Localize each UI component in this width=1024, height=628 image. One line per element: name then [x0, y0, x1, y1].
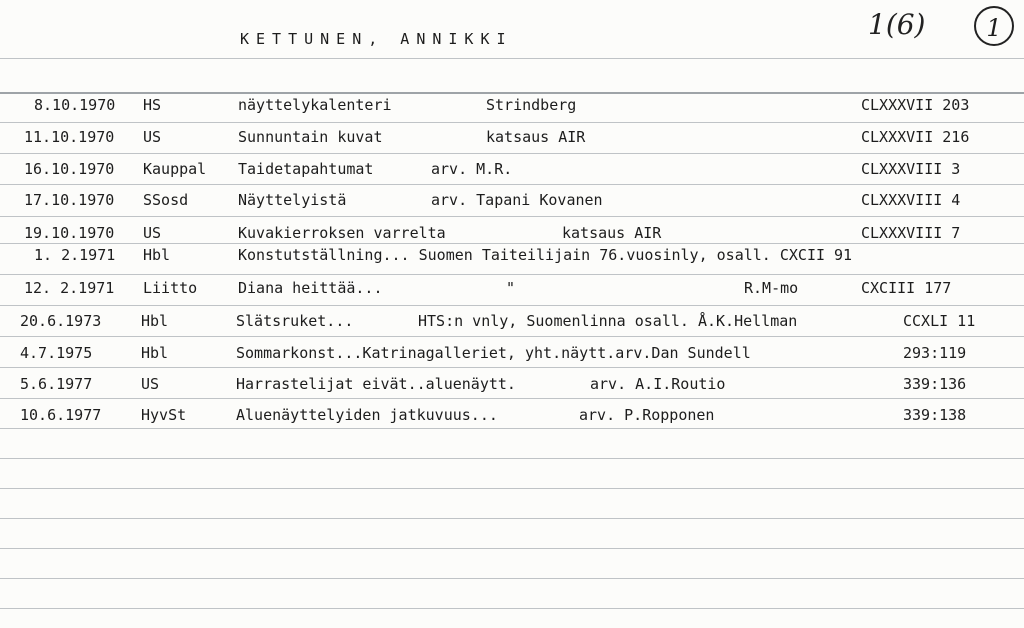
entry-source: Liitto [143, 279, 198, 297]
ruled-line [0, 458, 1024, 459]
entry-title: Slätsruket... [236, 312, 354, 330]
page-number-mark: 1(6) [868, 8, 926, 41]
entry-date: 16.10.1970 [24, 160, 115, 178]
entry-source: HyvSt [141, 406, 187, 424]
entry-date: 17.10.1970 [24, 191, 115, 209]
entry-ref: 293:119 [903, 344, 967, 362]
entry-row [0, 279, 1024, 309]
entry-ref: CLXXXVIII 4 [861, 191, 961, 209]
entry-note: arv. Tapani Kovanen [431, 191, 603, 209]
entry-title: Konstutställning... Suomen Taiteilijain 76.vuosinly, osall. CXCII 91 [238, 246, 853, 264]
entry-date: 1. 2.1971 [34, 246, 116, 264]
entry-row [0, 160, 1024, 190]
entry-ref: CLXXXVIII 3 [861, 160, 961, 178]
ruled-line [0, 58, 1024, 59]
entry-source: Hbl [141, 344, 169, 362]
ruled-line [0, 548, 1024, 549]
ruled-line [0, 488, 1024, 489]
entry-date: 8.10.1970 [34, 96, 116, 114]
entry-title: Aluenäyttelyiden jatkuvuus... [236, 406, 498, 424]
ruled-line [0, 608, 1024, 609]
entry-note: katsaus AIR [562, 224, 662, 242]
entry-title: Sommarkonst...Katrinagalleriet, yht.näytt.arv.Dan Sundell [236, 344, 751, 362]
ruled-line [0, 92, 1024, 94]
entry-note: " [506, 279, 516, 297]
entry-title: Kuvakierroksen varrelta [238, 224, 446, 242]
entry-source: SSosd [143, 191, 189, 209]
entry-ref: 339:138 [903, 406, 967, 424]
entry-source: Hbl [141, 312, 169, 330]
entry-ref: CLXXXVII 216 [861, 128, 970, 146]
entry-row [0, 312, 1024, 342]
entry-date: 12. 2.1971 [24, 279, 115, 297]
entry-note: arv. A.I.Routio [590, 375, 726, 393]
entry-row [0, 246, 1024, 276]
entry-source: US [143, 224, 162, 242]
entry-ref: CLXXXVIII 7 [861, 224, 961, 242]
entry-source: Kauppal [143, 160, 207, 178]
entry-title: Näyttelyistä [238, 191, 347, 209]
entry-title: Taidetapahtumat [238, 160, 374, 178]
entry-title: Sunnuntain kuvat [238, 128, 383, 146]
entry-date: 20.6.1973 [20, 312, 102, 330]
entry-title: Diana heittää... [238, 279, 383, 297]
entry-source: HS [143, 96, 162, 114]
entry-extra: R.M-mo [744, 279, 799, 297]
entry-note: HTS:n vnly, Suomenlinna osall. Å.K.Hellman [418, 312, 798, 330]
entry-note: katsaus AIR [486, 128, 586, 146]
entry-source: Hbl [143, 246, 171, 264]
entry-note: arv. P.Ropponen [579, 406, 715, 424]
entry-title: Harrastelijat eivät..aluenäytt. [236, 375, 516, 393]
entry-row [0, 128, 1024, 158]
entry-note: arv. M.R. [431, 160, 513, 178]
entry-date: 11.10.1970 [24, 128, 115, 146]
circled-number-mark: 1 [974, 6, 1014, 46]
ruled-line [0, 578, 1024, 579]
entry-date: 10.6.1977 [20, 406, 102, 424]
entry-date: 4.7.1975 [20, 344, 93, 362]
entry-source: US [141, 375, 160, 393]
card-heading-name: KETTUNEN, ANNIKKI [240, 30, 513, 48]
entry-row [0, 406, 1024, 436]
entry-row [0, 191, 1024, 221]
entry-date: 5.6.1977 [20, 375, 93, 393]
entry-source: US [143, 128, 162, 146]
entry-row [0, 375, 1024, 405]
entry-row [0, 344, 1024, 374]
entry-ref: 339:136 [903, 375, 967, 393]
entry-row [0, 96, 1024, 126]
entry-title: näyttelykalenteri [238, 96, 392, 114]
entry-note: Strindberg [486, 96, 577, 114]
entry-ref: CLXXXVII 203 [861, 96, 970, 114]
entry-ref: CCXLI 11 [903, 312, 976, 330]
ruled-line [0, 518, 1024, 519]
entry-date: 19.10.1970 [24, 224, 115, 242]
entry-ref: CXCIII 177 [861, 279, 952, 297]
